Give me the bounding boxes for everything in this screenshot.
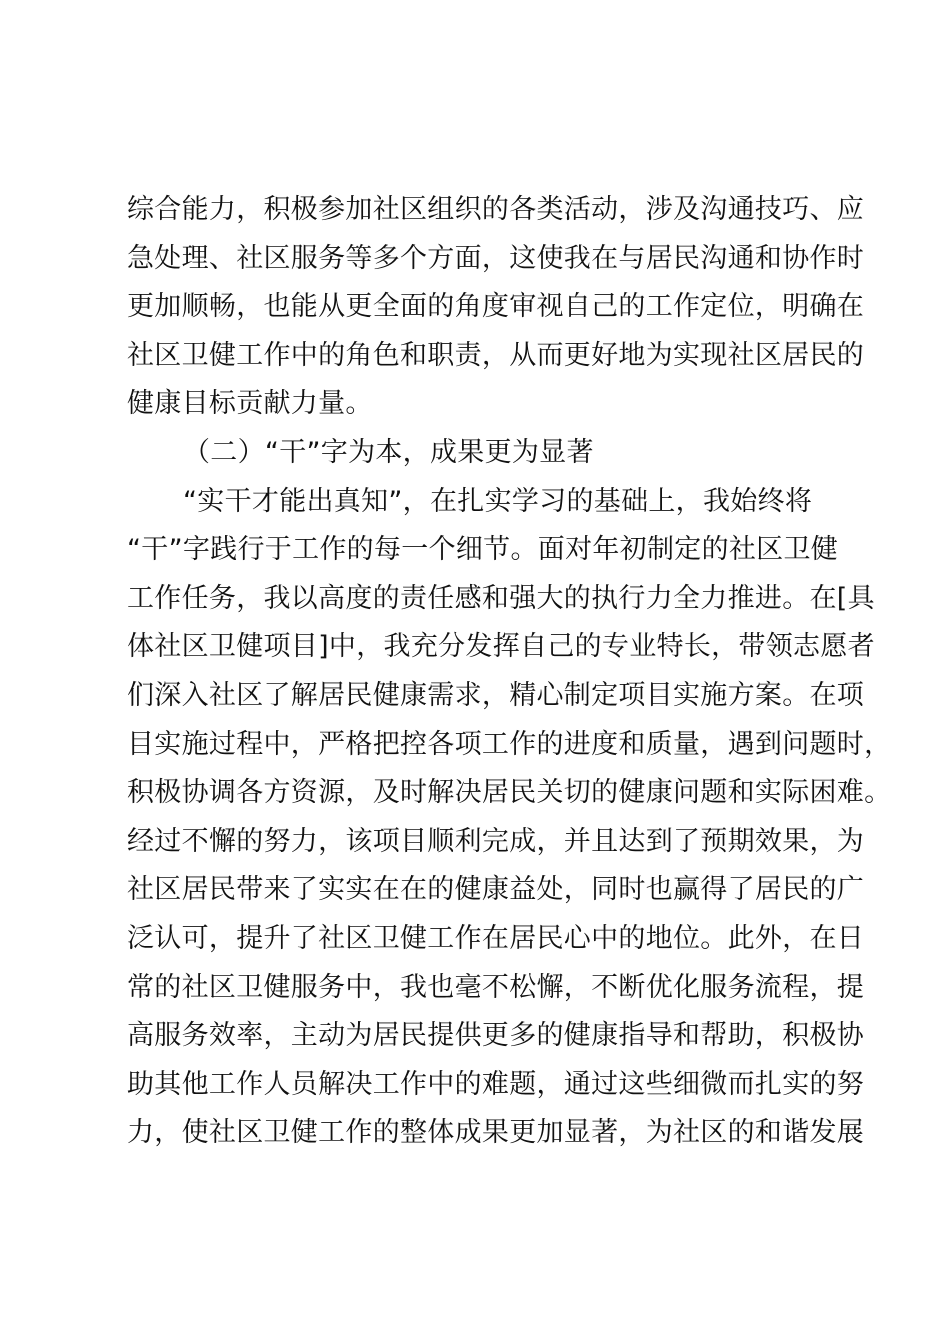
- paragraph-line: 更加顺畅，也能从更全面的角度审视自己的工作定位，明确在: [127, 291, 865, 323]
- paragraph-line: 急处理、社区服务等多个方面，这使我在与居民沟通和协作时: [127, 242, 865, 274]
- paragraph-line: 助其他工作人员解决工作中的难题，通过这些细微而扎实的努: [127, 1068, 865, 1100]
- paragraph-line: 高服务效率，主动为居民提供更多的健康指导和帮助，积极协: [127, 1020, 865, 1052]
- paragraph-line: 积极协调各方资源，及时解决居民关切的健康问题和实际困难。: [127, 777, 892, 809]
- body-text: [127, 186, 892, 1158]
- paragraph-line: 目实施过程中，严格把控各项工作的进度和质量，遇到问题时，: [127, 728, 892, 760]
- paragraph-line: 泛认可，提升了社区卫健工作在居民心中的地位。此外，在日: [127, 922, 865, 954]
- paragraph-line: 综合能力，积极参加社区组织的各类活动，涉及沟通技巧、应: [127, 194, 865, 225]
- paragraph-line: 社区居民带来了实实在在的健康益处，同时也赢得了居民的广: [127, 874, 865, 906]
- paragraph-line: 社区卫健工作中的角色和职责，从而更好地为实现社区居民的: [127, 339, 865, 371]
- paragraph-line: 力，使社区卫健工作的整体成果更加显著，为社区的和谐发展: [127, 1117, 865, 1149]
- paragraph-line: 常的社区卫健服务中，我也毫不松懈，不断优化服务流程，提: [127, 971, 865, 1003]
- paragraph-line: “干”字践行于工作的每一个细节。面对年初制定的社区卫健: [127, 534, 839, 566]
- paragraph-line: 经过不懈的努力，该项目顺利完成，并且达到了预期效果，为: [127, 825, 865, 857]
- paragraph-line: “实干才能出真知”，在扎实学习的基础上，我始终将: [183, 485, 813, 517]
- section-heading: （二）“干”字为本，成果更为显著: [183, 436, 594, 468]
- paragraph-line: 健康目标贡献力量。: [127, 388, 373, 420]
- paragraph-line: 工作任务，我以高度的责任感和强大的执行力全力推进。在[具: [127, 582, 875, 614]
- paragraph-line: 们深入社区了解居民健康需求，精心制定项目实施方案。在项: [127, 679, 865, 711]
- paragraph-line: 体社区卫健项目]中，我充分发挥自己的专业特长，带领志愿者: [127, 631, 875, 663]
